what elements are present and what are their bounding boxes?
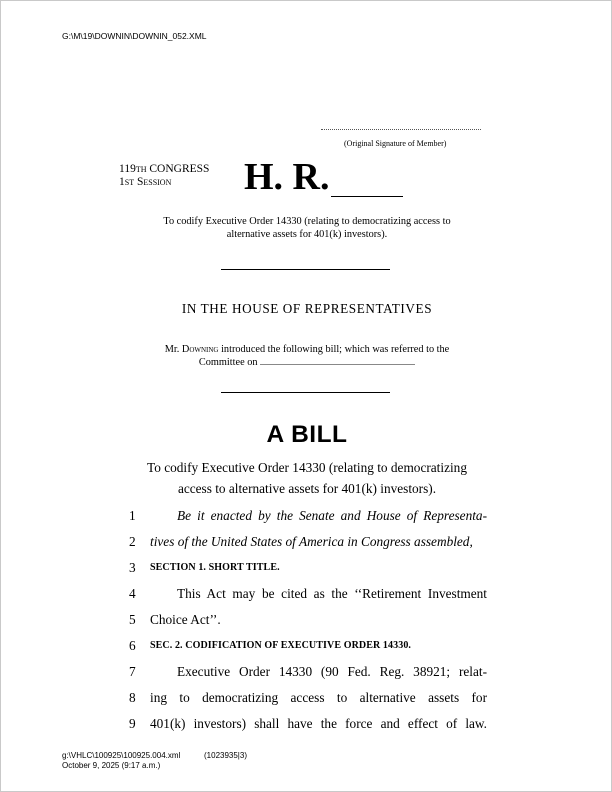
line-number: 7 [129,664,136,679]
sponsor-name: Downing [181,344,219,355]
footer-file-path: g:\VHLC\100925\100925.004.xml [62,751,181,760]
signature-label: (Original Signature of Member) [344,139,447,148]
bill-line [1,586,612,606]
bill-line [1,716,612,736]
long-title [129,457,485,499]
file-path-header: G:\M\19\DOWNIN\DOWNIN_052.XML [62,31,207,41]
house-heading: IN THE HOUSE OF REPRESENTATIVES [181,301,433,316]
session-label: 1st Session [119,176,172,188]
bill-line [1,508,612,528]
divider-rule [221,269,390,270]
a-bill-heading: A BILL [266,421,348,448]
line-number: 4 [129,586,136,601]
section-text: Choice Act’’. [150,612,221,627]
congress-number: 119th CONGRESS [119,163,210,175]
bill-line [1,560,612,580]
line-number: 2 [129,534,136,549]
bill-number-blank [331,196,403,197]
line-number: 6 [129,638,136,653]
section-text: 401(k) investors) shall have the force and effect of law. [150,716,487,731]
committee-blank [260,356,415,365]
long-title-line: access to alternative assets for 401(k) investors). [177,481,437,496]
bill-number-prefix: H. R. [244,156,330,198]
section-text: Executive Order 14330 (90 Fed. Reg. 38921; relat- [177,664,487,679]
section-text: ing to democratizing access to alternative assets for [150,690,487,705]
enacting-clause: Be it enacted by the Senate and House of Representa- [177,508,487,523]
section-text: This Act may be cited as the ‘‘Retirement Investment [177,586,487,601]
section-heading: SECTION 1. SHORT TITLE. [150,562,280,573]
bill-line [1,664,612,684]
introduction-text: introduced the following bill; which was referred to the Committee on [198,344,450,368]
bill-line [1,638,612,658]
bill-line [1,534,612,554]
line-number: 5 [129,612,136,627]
line-number: 8 [129,690,136,705]
footer-document-id: (1023935|3) [204,751,247,760]
line-number: 1 [129,508,136,523]
sponsor-prefix: Mr. [164,344,182,355]
long-title-line: To codify Executive Order 14330 (relating to democratizing [147,460,467,475]
introduction-statement [141,343,473,369]
divider-rule [221,392,390,393]
bill-line [1,612,612,632]
enacting-clause: tives of the United States of America in Congress assembled, [150,534,473,549]
footer-date: October 9, 2025 (9:17 a.m.) [62,761,161,770]
bill-line [1,690,612,710]
signature-line [321,129,481,130]
line-number: 9 [129,716,136,731]
short-title: To codify Executive Order 14330 (relating to democratizing access to alternative assets for 401(k) investors). [163,216,451,240]
section-heading: SEC. 2. CODIFICATION OF EXECUTIVE ORDER 14330. [150,640,412,651]
line-number: 3 [129,560,136,575]
